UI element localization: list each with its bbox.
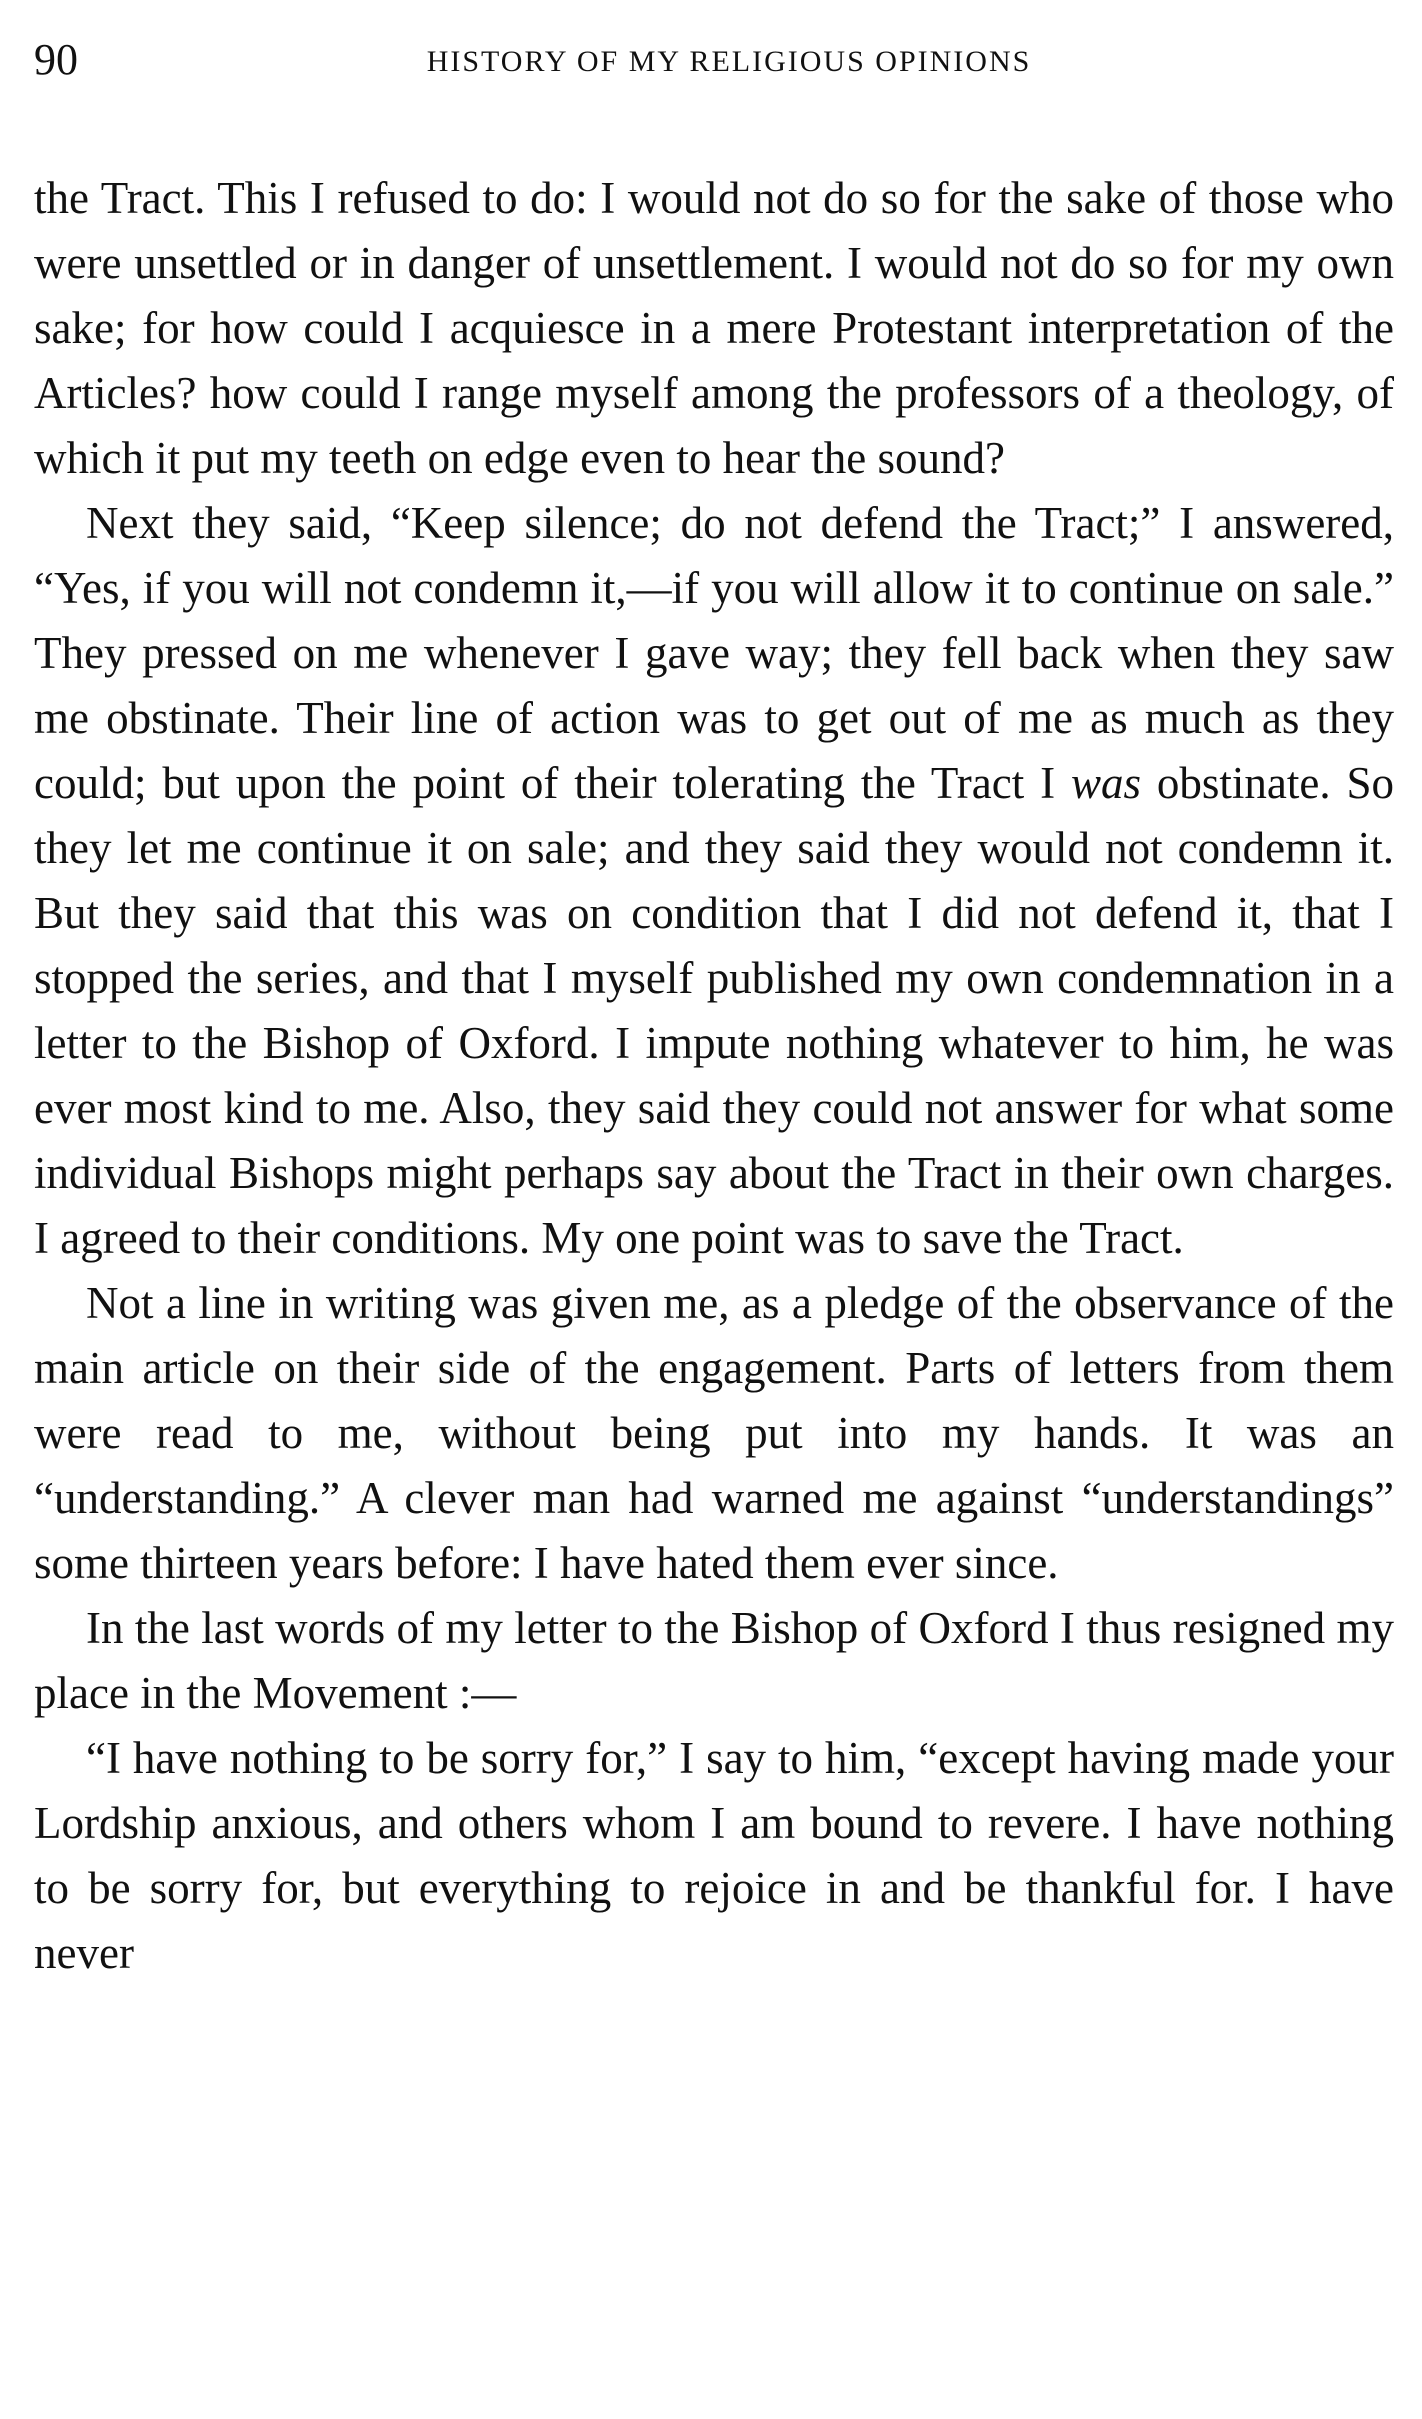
- running-head: HISTORY OF MY RELIGIOUS OPINIONS: [426, 45, 1032, 78]
- italic-emphasis: was: [1070, 758, 1141, 808]
- page-header: [34, 30, 1394, 100]
- page-number: 90: [34, 35, 78, 84]
- paragraph-text: Next they said, “Keep silence; do not defend the Tract;” I answered, “Yes, if you will not condemn it,—if you will allow it to continue on sale.” They pressed on me whenever I gave way; they fell back when they saw me obstinate. Their line of action was to get out of me as much as they could; but upon the point of their tolerating the Tract I: [34, 498, 1394, 808]
- book-page: [34, 30, 1394, 1986]
- paragraph-3: [34, 1271, 1394, 1596]
- paragraph-text: In the last words of my letter to the Bishop of Oxford I thus resigned my place in the Movement :—: [34, 1603, 1394, 1718]
- body-text: [34, 166, 1394, 1986]
- paragraph-text: obstinate. So they let me continue it on sale; and they said they would not condemn it. But they said that this was on condition that I did not defend it, that I stopped the series, and that I myself published my own condemnation in a letter to the Bishop of Oxford. I impute nothing whatever to him, he was ever most kind to me. Also, they said they could not answer for what some individual Bishops might perhaps say about the Tract in their own charges. I agreed to their conditions. My one point was to save the Tract.: [34, 758, 1394, 1263]
- paragraph-text: “I have nothing to be sorry for,” I say to him, “except having made your Lordship anxious, and others whom I am bound to revere. I have nothing to be sorry for, but everything to rejoice in and be thankful for. I have never: [34, 1733, 1394, 1978]
- paragraph-2: [34, 491, 1394, 1271]
- paragraph-text: the Tract. This I refused to do: I would not do so for the sake of those who were unsettled or in danger of unsettlement. I would not do so for my own sake; for how could I acquiesce in a mere Protestant interpretation of the Articles? how could I range myself among the professors of a theology, of which it put my teeth on edge even to hear the sound?: [34, 173, 1394, 483]
- paragraph-1: [34, 166, 1394, 491]
- paragraph-text: Not a line in writing was given me, as a pledge of the observance of the main article on their side of the engagement. Parts of letters from them were read to me, without being put into my hands. It was an “understanding.” A clever man had warned me against “understandings” some thirteen years before: I have hated them ever since.: [34, 1278, 1394, 1588]
- paragraph-5: [34, 1726, 1394, 1986]
- paragraph-4: [34, 1596, 1394, 1726]
